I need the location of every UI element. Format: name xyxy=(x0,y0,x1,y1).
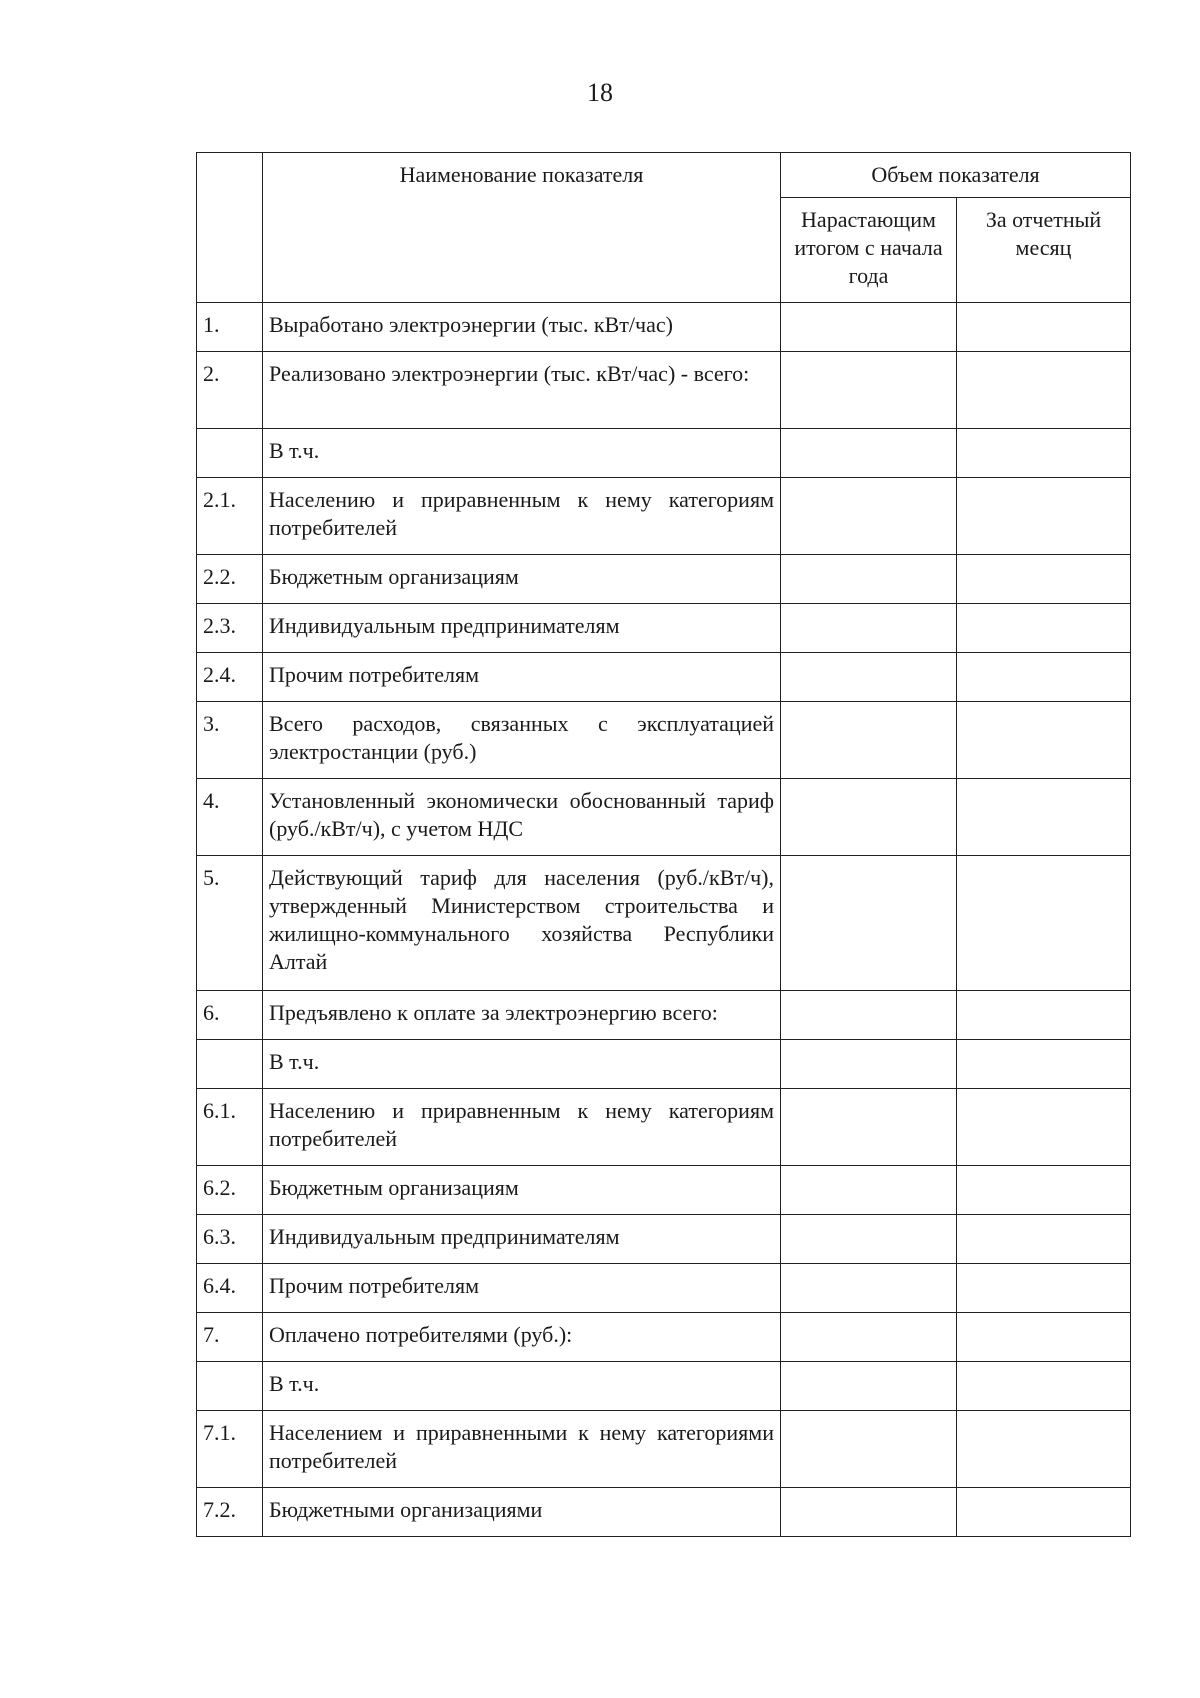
table-row xyxy=(197,702,1131,779)
header-reporting-month: За отчетный месяц xyxy=(957,198,1131,303)
row-month-value xyxy=(957,991,1131,1040)
row-number: 2.4. xyxy=(197,653,263,702)
row-month-value xyxy=(957,1411,1131,1488)
row-indicator-name: Предъявлено к оплате за электроэнергию всего: xyxy=(263,991,781,1040)
row-cumulative-value xyxy=(781,1166,957,1215)
row-indicator-name: Населению и приравненным к нему категориям потребителей xyxy=(263,478,781,555)
table-row xyxy=(197,1313,1131,1362)
table-row xyxy=(197,1089,1131,1166)
row-month-value xyxy=(957,1040,1131,1089)
row-indicator-name: Населением и приравненными к нему категориями потребителей xyxy=(263,1411,781,1488)
row-number: 7. xyxy=(197,1313,263,1362)
row-month-value xyxy=(957,702,1131,779)
row-month-value xyxy=(957,303,1131,352)
row-number xyxy=(197,1040,263,1089)
row-cumulative-value xyxy=(781,991,957,1040)
table-row xyxy=(197,991,1131,1040)
row-cumulative-value xyxy=(781,1411,957,1488)
row-number: 7.2. xyxy=(197,1488,263,1537)
row-indicator-name: Действующий тариф для населения (руб./кВт/ч), утвержденный Министерством строительства и жилищно-коммунального хозяйства Республики Алтай xyxy=(263,856,781,991)
row-month-value xyxy=(957,604,1131,653)
row-cumulative-value xyxy=(781,352,957,429)
row-number: 2. xyxy=(197,352,263,429)
row-indicator-name: Установленный экономически обоснованный тариф (руб./кВт/ч), с учетом НДС xyxy=(263,779,781,856)
table-body xyxy=(197,303,1131,1537)
row-number: 4. xyxy=(197,779,263,856)
row-indicator-name: Бюджетным организациям xyxy=(263,1166,781,1215)
table-row xyxy=(197,1411,1131,1488)
row-number: 6. xyxy=(197,991,263,1040)
row-number: 7.1. xyxy=(197,1411,263,1488)
row-cumulative-value xyxy=(781,1215,957,1264)
row-indicator-name: Индивидуальным предпринимателям xyxy=(263,1215,781,1264)
row-indicator-name: Выработано электроэнергии (тыс. кВт/час) xyxy=(263,303,781,352)
table-row xyxy=(197,604,1131,653)
row-cumulative-value xyxy=(781,1313,957,1362)
header-cumulative: Нарастающим итогом с начала года xyxy=(781,198,957,303)
row-indicator-name: В т.ч. xyxy=(263,1040,781,1089)
table-row xyxy=(197,1264,1131,1313)
row-number: 6.4. xyxy=(197,1264,263,1313)
row-month-value xyxy=(957,1362,1131,1411)
row-month-value xyxy=(957,1166,1131,1215)
row-indicator-name: Бюджетным организациям xyxy=(263,555,781,604)
row-indicator-name: Прочим потребителям xyxy=(263,653,781,702)
row-indicator-name: Населению и приравненным к нему категориям потребителей xyxy=(263,1089,781,1166)
row-indicator-name: В т.ч. xyxy=(263,1362,781,1411)
row-indicator-name: В т.ч. xyxy=(263,429,781,478)
row-number xyxy=(197,1362,263,1411)
table-row xyxy=(197,1166,1131,1215)
row-month-value xyxy=(957,1215,1131,1264)
row-number: 3. xyxy=(197,702,263,779)
table-header-row xyxy=(197,153,1131,198)
row-month-value xyxy=(957,1264,1131,1313)
row-number xyxy=(197,429,263,478)
row-month-value xyxy=(957,429,1131,478)
row-month-value xyxy=(957,1089,1131,1166)
row-cumulative-value xyxy=(781,1089,957,1166)
table-row xyxy=(197,478,1131,555)
row-indicator-name: Реализовано электроэнергии (тыс. кВт/час) - всего: xyxy=(263,352,781,429)
table-row xyxy=(197,856,1131,991)
indicator-table xyxy=(196,152,1131,1537)
row-month-value xyxy=(957,555,1131,604)
table-row xyxy=(197,653,1131,702)
row-cumulative-value xyxy=(781,856,957,991)
header-number-cell xyxy=(197,153,263,303)
row-number: 6.1. xyxy=(197,1089,263,1166)
row-cumulative-value xyxy=(781,702,957,779)
row-number: 6.3. xyxy=(197,1215,263,1264)
row-month-value xyxy=(957,1313,1131,1362)
table-row xyxy=(197,1215,1131,1264)
table-row xyxy=(197,1040,1131,1089)
table-row xyxy=(197,1362,1131,1411)
row-indicator-name: Индивидуальным предпринимателям xyxy=(263,604,781,653)
row-indicator-name: Оплачено потребителями (руб.): xyxy=(263,1313,781,1362)
row-month-value xyxy=(957,352,1131,429)
row-month-value xyxy=(957,478,1131,555)
row-cumulative-value xyxy=(781,653,957,702)
row-indicator-name: Прочим потребителям xyxy=(263,1264,781,1313)
row-number: 5. xyxy=(197,856,263,991)
row-cumulative-value xyxy=(781,478,957,555)
table-row xyxy=(197,303,1131,352)
row-number: 1. xyxy=(197,303,263,352)
table-row xyxy=(197,779,1131,856)
row-cumulative-value xyxy=(781,429,957,478)
row-cumulative-value xyxy=(781,1040,957,1089)
table-row xyxy=(197,555,1131,604)
table-row xyxy=(197,429,1131,478)
row-cumulative-value xyxy=(781,604,957,653)
header-indicator-name: Наименование показателя xyxy=(263,153,781,303)
page-number: 18 xyxy=(587,78,613,107)
row-month-value xyxy=(957,779,1131,856)
row-cumulative-value xyxy=(781,1488,957,1537)
row-indicator-name: Всего расходов, связанных с эксплуатацией электростанции (руб.) xyxy=(263,702,781,779)
row-number: 6.2. xyxy=(197,1166,263,1215)
row-cumulative-value xyxy=(781,1362,957,1411)
row-cumulative-value xyxy=(781,303,957,352)
header-indicator-volume: Объем показателя xyxy=(781,153,1131,198)
row-number: 2.3. xyxy=(197,604,263,653)
row-number: 2.1. xyxy=(197,478,263,555)
row-month-value xyxy=(957,856,1131,991)
table-row xyxy=(197,1488,1131,1537)
table-row xyxy=(197,352,1131,429)
row-cumulative-value xyxy=(781,1264,957,1313)
row-month-value xyxy=(957,1488,1131,1537)
row-cumulative-value xyxy=(781,555,957,604)
row-cumulative-value xyxy=(781,779,957,856)
row-month-value xyxy=(957,653,1131,702)
row-indicator-name: Бюджетными организациями xyxy=(263,1488,781,1537)
row-number: 2.2. xyxy=(197,555,263,604)
